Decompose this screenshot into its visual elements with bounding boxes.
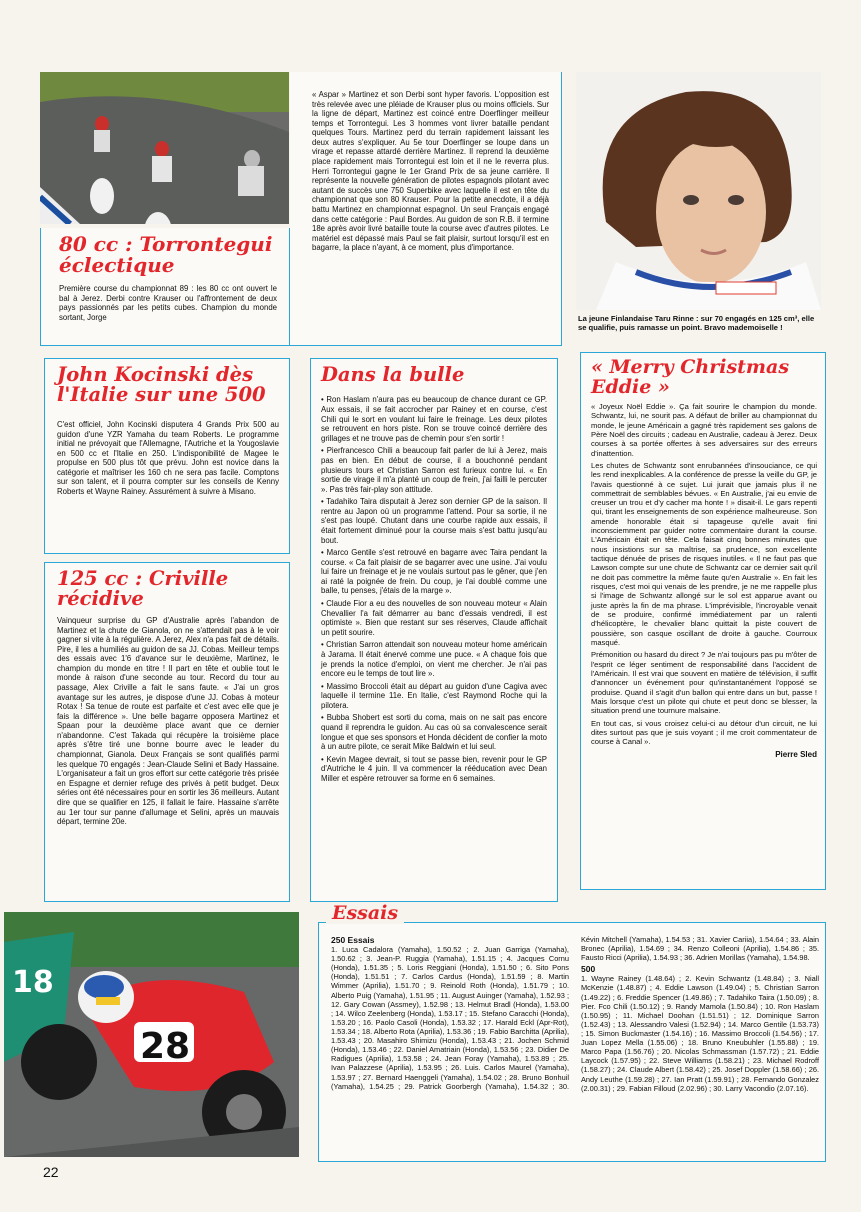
article-body: « Aspar » Martinez et son Derbi sont hyper favoris. L'opposition est très relevée avec une pléiade de Krauser plus ou moins officiels. Sur la ligne de départ, Martinez est coincé entre Doerflinger meilleur temps et Torrontegui. Les 3 hommes vont livrer bataille pendant quelques Tours. Martinez perd du terrain rapidement laissant les deux autres s'expliquer. Au 5e tour Doerflinger se loupe dans un virage et repasse attardé derrière Martinez. Il reprend la deuxième place rapidement mais Torrontegui est loin et il ne le reverra plus. Herri Torrontegui gagne le 1er Grand Prix de sa jeune carrière. Il représente la nouvelle génération de pilotes espagnols pilotant avec autant de succès une 750 Superbike avec laquelle il est en tête du championnat que son 80 Krauser. Pour la petite anecdote, il a déjà battu Martinez en championnat espagnol. Un seul Français engagé dans cette catégorie : Paul Bordes. Au guidon de son R.B. il termine 18e après avoir livré bataille toute la course avec d'autres pilotes. Le matériel est dépassé mais Paul se fait plaisir, surtout lorsqu'il est en bagarre, la place n'ayant, à ce moment, plus d'importance.	[312, 90, 549, 253]
article-kocinski	[44, 358, 290, 554]
results-heading: 500	[581, 964, 596, 975]
article-title: Dans la bulle	[321, 363, 465, 386]
article-body: C'est officiel, John Kocinski disputera 4 Grands Prix 500 au guidon d'une YZR Yamaha du team Roberts. Le programme initial ne prévoyait que l'Allemagne, l'Autriche et la Yougoslavie en 500 cc et l'Italie en 250. L'indisponibilité de Magee le propulse en 500 plus tôt que prévu. John est novice dans la catégorie et maîtriser les 160 ch ne sera pas facile. Comptons sur son talent, et il pourra compter sur les conseils de Kenny Roberts et Wayne Rainey. Assurément à suivre à Misano.	[57, 419, 279, 496]
author-signature: Pierre Sled	[775, 749, 817, 759]
article-body: Vainqueur surprise du GP d'Australie après l'abandon de Martinez et la chute de Gianola, on ne s'attendait pas à le voir gagner si vite à la régulière. A Jerez, Alex n'a pas fait de détails. Pire, il les a humiliés au guidon de sa JJ. Cobas. Meilleur temps des essais avec 1'6 d'avance sur le deuxième, Martinez, le champion du monde en titre ! Il part en tête et oublie tout le monde à raison d'une seconde au tour. Record du tour au passage, Alex Criville a fait le sans faute. « J'ai un gros avantage sur les autres, je dispose d'une JJ. Cobas à moteur Rotax ! Sa tenue de route est parfaite et c'est avec elle que je fais la différence ». Une belle bagarre opposera Martinez et Spaan pour la deuxième place avant que ce dernier n'abandonne. C'est Takada qui récupère la troisième place après s'être tiré une bonne bourre avec le leader du championnat, Gianola. Deux Français se sont qualifiés parmi les quelque 70 engagés : Jean-Claude Selini et Bady Hassaine. L'organisateur a fait un gros effort sur cette catégorie très prisée en Espagne et dernier refuge des privés à petit budget. Deux séries ont été nécessaires pour en sortir les 36 meilleurs. Autant dire que se qualifier en 125, il fallait le faire. Hassaine s'arrête au 1er tour sur panne d'allumage et Selini, après un mauvais départ, termine 20e.	[57, 615, 279, 827]
results-list: 1. Wayne Rainey (1.48.64) ; 2. Kevin Schwantz (1.48.84) ; 3. Niall McKenzie (1.48.87) ; 4. Eddie Lawson (1.49.04) ; 5. Christian Sarron (1.49.22) ; 6. Freddie Spencer (1.49.86) ; 7. Tadahiko Taira (1.50.09) ; 8. Pier. Fco Chili (1.50.12) ; 9. Randy Mamola (1.50.84) ; 10. Ron Haslam (1.50.95) ; 11. Michael Doohan (1.51.51) ; 12. Dominique Sarron (1.52.43) ; 13. Alessandro Valesi (1.52.94) ; 14. Marco Gentile (1.53.73) ; 15. Simon Buckmaster (1.54.16) ; 16. Massimo Broccoli (1.54.56) ; 17. Juan Lopez Mella (1.55.06) ; 18. Bruno Kneubuhler (1.55.88) ; 19. Marco Papa (1.56.76) ; 20. Nicolas Schmassman (1.57.72) ; 21. Eddie Laycock (1.57.95) ; 22. Steve Williams (1.58.21) ; 23. Michael Rodroff (1.58.27) ; 24. Claude Albert (1.58.42) ; 25. Josef Doppler (1.58.66) ; 26. Andy Leuthe (1.59.28) ; 27. Ian Pratt (1.59.91) ; 28. Fernando Gonzalez (2.00.31) ; 29. Fabian Filloud (2.02.96) ; 30. Larry Vacondio (2.07.16).	[581, 974, 819, 1093]
eddie-paragraph: « Joyeux Noël Eddie ». Ça fait sourire le champion du monde. Schwantz, lui, ne sourit pas. A défaut de briller au championnat du monde, le jeune Américain a gagné très rapidement ses galons de Père Noël des circuits ; cadeau en Australie, cadeau à Jerez. Deux courses à sa portée offertes à ses adversaires sur des erreurs d'inattention.	[591, 401, 817, 458]
bulle-item: • Claude Fior a eu des nouvelles de son nouveau moteur « Alain Chevallier l'a fait démarrer au banc d'essais vendredi, il est optimiste ». Bien que restant sur ses réserves, Claude affichait un petit sourire.	[321, 599, 547, 637]
eddie-paragraph: Les chutes de Schwantz sont enrubannées d'insouciance, ce qui les rend inexplicables. A la conférence de presse la veille du GP, je l'avais questionné à ce sujet. Lui jurait que jamais plus il ne commettrait de semblables bévues. « En Australie, j'ai eu envie de creuser un trou et d'y cacher ma honte ! » disait-il. Le gars repenti qui, tirant les enseignements de son expérience malheureuse. Son amende honorable était si tapageuse qu'elle avait fini inconsciemment par guider notre commentaire durant la course. L'Américain était en tête. Cela faisait cinq bonnes minutes que nous insistions sur sa maîtrise, sa prudence, son excellente tactique dénuée de prises de risques inutiles. « Il ne faut pas que Lawson compte sur une chute de Schwantz car ce dernier sait qu'il ne doit pas commettre la même faute qu'en Australie ». En fait les risques, c'est moi qui venais de les prendre, je ne me rappelle plus si l'image de Schwantz allongé sur le sol est apparue avant ou juste après la fin de ma phrase. L'imprévisible, l'incroyable venait de se produire, confirmé immédiatement par un ralenti d'hélicoptère, le chevalier blanc quittait la piste couvert de poussière, son casque oscillant de droite à gauche. Courroux masqué.	[591, 460, 817, 648]
article-criville	[44, 562, 290, 902]
bulle-item: • Christian Sarron attendait son nouveau moteur home américain à Jarama. Il était énervé comme une puce. « A chaque fois que je prends la notice d'emploi, on vient me chercher. Je n'ai pas encore eu le temps de tout lire ».	[321, 640, 547, 679]
svg-text:18: 18	[12, 965, 54, 1000]
eddie-paragraph: En tout cas, si vous croisez celui-ci au détour d'un circuit, ne lui dites surtout pas que je suis voyant ; il me croit commentateur de course à Canal ».	[591, 718, 817, 747]
essais-results	[318, 922, 826, 1162]
bulle-item: • Bubba Shobert est sorti du coma, mais on ne sait pas encore quand il reprendra le guidon. Au cas où sa convalescence serait longue et que ses sponsors et Honda décident de confier la moto à un autre pilote, ce serait Mike Baldwin et lui seul.	[321, 713, 547, 752]
article-body	[321, 395, 547, 783]
article-torrontegui-continued	[290, 72, 562, 346]
article-title: « Merry Christmas Eddie »	[591, 356, 790, 398]
photo-bike-28-illustration	[4, 912, 299, 1157]
photo-bike-28	[4, 912, 299, 1157]
photo-taru-rinne-illustration	[576, 72, 821, 310]
bulle-item: • Massimo Broccoli était au départ au guidon d'une Cagiva avec laquelle il termine 11e. En Italie, c'est Raymond Roche qui la pilotera.	[321, 681, 547, 710]
article-intro: Première course du championnat 89 : les 80 cc ont ouvert le bal à Jerez. Derbi contre Krauser ou l'affrontement de deux pays passionnés par les petits cubes. Champion du monde sortant, Jorge	[59, 284, 277, 322]
article-title: 80 cc : Torrontegui éclectique	[59, 232, 273, 277]
bulle-item: • Tadahiko Taira disputait à Jerez son dernier GP de la saison. Il rentre au Japon où un programme l'attend. Pour sa sortie, il ne s'est pas loupé. Chutant dans une courbe rapide aux essais, il était fortement diminué pour la course mais s'est battu jusqu'au bout.	[321, 497, 547, 545]
bulle-item: • Kevin Magee devrait, si tout se passe bien, revenir pour le GP d'Autriche le 4 juin. Il va commencer la rééducation avec Dean Miller et espère retrouver sa forme en 6 semaines.	[321, 754, 547, 783]
article-merry-christmas-eddie	[580, 352, 826, 890]
photo-taru-rinne	[576, 72, 821, 310]
article-torrontegui	[40, 228, 290, 346]
results-heading: 250 Essais	[331, 935, 375, 945]
article-title: 125 cc : Criville récidive	[57, 567, 229, 611]
eddie-paragraph: Prémonition ou hasard du direct ? Je n'ai toujours pas pu m'ôter de l'esprit ce léger sentiment de responsabilité dans l'accident de l'Américain. Il est vrai que souvent en matière de télévision, il suffit d'annoncer un événement pour qu'instantanément l'opposé se produise. Quand il s'agit d'un ballon qui entre dans un but, passe ! Mais lorsque c'est un pilote qui chute et peut donc se blesser, la situation prend une tournure malsaine.	[591, 650, 817, 716]
essais-title: Essais	[326, 904, 404, 924]
photo-80cc-race-illustration	[40, 72, 289, 224]
results-list: 1. Luca Cadalora (Yamaha), 1.50.52 ; 2. Juan Garriga (Yamaha), 1.50.62 ; 3. Jean-P. Ruggia (Yamaha), 1.51.15 ; 4. Jacques Cornu (Honda), 1.51.35 ; 5. Loris Reggiani (Honda), 1.51.50 ; 6. Sito Pons (Honda), 1.51.51 ; 7. Carlos Cardus (Honda), 1.51.59 ; 8. Martin Wimmer (Aprilia), 1.51.70 ; 9. Reinold Roth (Honda), 1.51.79 ; 10. Alberto Puig (Yamaha), 1.51.95 ; 11. August Auinger (Yamaha), 1.52.93 ; 12. Gary Cowan (Assmey), 1.52.98 ; 13. Helmut Bradl (Honda), 1.53.00 ; 14. Wilco Zeelenberg (Honda), 1.53.17 ; 15. Stefano Caracchi (Honda), 1.53.20 ; 16. Paolo Casoli (Honda), 1.53.32 ; 17. Harald Eckl (Apr-Rot), 1.53.34 ; 18. Alberto Rota (Aprilia), 1.53.36 ; 19. Fabio Barchitta (Aprilia), 1.53.43 ; 20. Masahiro Shimizu (Honda), 1.53.43 ; 21. Jochen Schmid (Honda), 1.53.46 ; 22. Daniel Amatriain (Honda), 1.53.56 ; 23. Didier De Radigues (Aprilia), 1.53.58 ; 24. Jean Foray (Yamaha), 1.53.89 ; 25. Ivan Palazzese (Aprilia), 1.53.95 ; 26. Luis. Carlos Maurel (Yamaha), 1.53.97 ; 27. Bernard Haenggeli (Yamaha), 1.54.02 ; 28. Bruno Bonhuil (Yamaha), 1.54.25 ; 29. Patrick Goorbergh (Yamaha), 1.54.32 ; 30. Kévin Mitchell (Yamaha), 1.54.53 ; 31. Xavier Cariia), 1.54.64 ; 33. Alain Bronec (Aprilia), 1.54.69 ; 34. Renzo Colleoni (Aprilia), 1.54.86 ; 35. Fausto Ricci (Aprilia), 1.54.93 ; 36. Adrien Morillas (Yamaha), 1.54.98.	[331, 935, 819, 1091]
bulle-item: • Marco Gentile s'est retrouvé en bagarre avec Taira pendant la course. « Ca fait plaisir de se bagarrer avec une usine. J'ai voulu lui faire un freinage et je ne voulais surtout pas le gêner, que j'en ai raté la poignée de frein. Du coup, je l'ai doublé comme une balle, tu penses, j'étais de la marge ».	[321, 548, 547, 596]
photo-caption: La jeune Finlandaise Taru Rinne : sur 70 engagés en 125 cm³, elle se qualifie, puis ramasse un point. Bravo mademoiselle !	[578, 314, 815, 333]
bulle-item: • Pierfrancesco Chili a beaucoup fait parler de lui à Jerez, mais pas en bien. En début de course, il a bouchonné pendant plusieurs tours et Christian Sarron est furieux contre lui. « En sortie de virage il m'a planté un coup de frein, j'ai failli le percuter ». Pas très fair-play son attitude.	[321, 446, 547, 494]
photo-80cc-race	[40, 72, 289, 224]
essais-columns	[331, 935, 819, 1093]
bulle-item: • Ron Haslam n'aura pas eu beaucoup de chance durant ce GP. Aux essais, il se fait accrocher par Rainey et en course, c'est Chili qui le sort en voulant lui faire le freinage. Les deux pilotes se retrouvent en hors piste. Ron se trouve coincé derrière des grillages et ne trouve pas de chemin pour s'en sortir !	[321, 395, 547, 443]
bike-number: 28	[140, 1026, 191, 1067]
page-number: 22	[43, 1164, 59, 1180]
article-body	[591, 402, 817, 747]
article-dans-la-bulle	[310, 358, 558, 902]
article-title: John Kocinski dès l'Italie sur une 500	[57, 363, 266, 407]
